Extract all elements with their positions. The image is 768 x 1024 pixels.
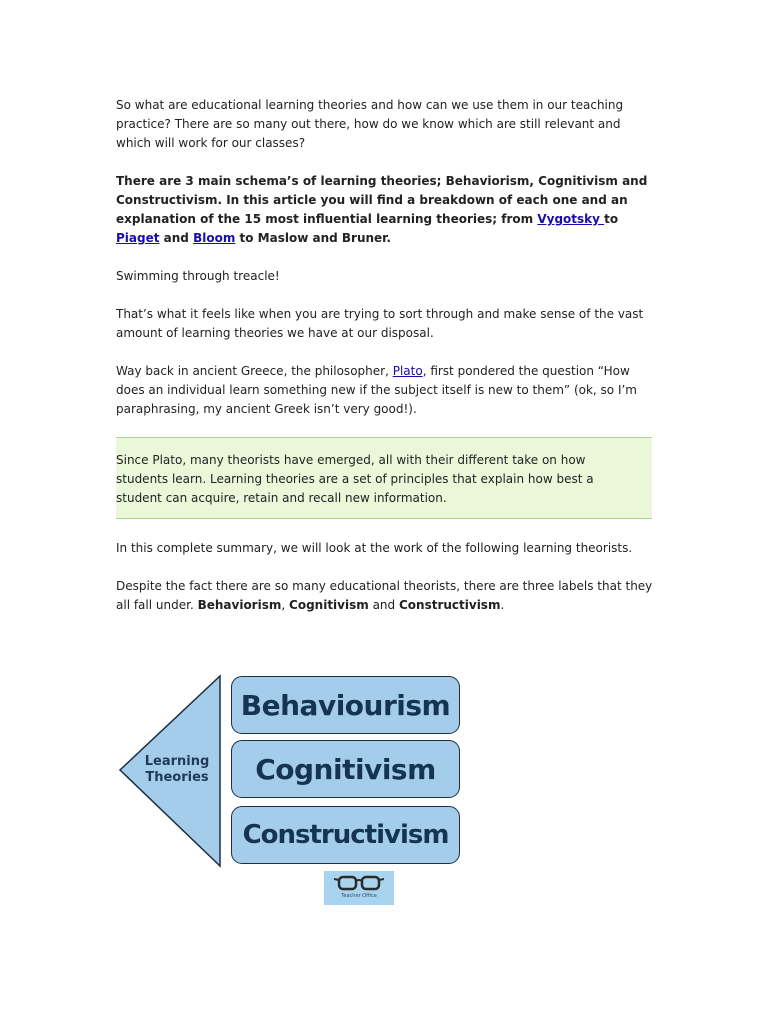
labels-end: . [500, 598, 505, 612]
triangle-label-line-2: Theories [145, 770, 209, 785]
bloom-link[interactable]: Bloom [193, 231, 236, 245]
feels-text: That’s what it feels like when you are trying to sort through and make sense of the vast amount of learning theories we have at our disposal. [116, 307, 644, 340]
constructivism-box: Constructivism [231, 806, 460, 864]
cognitivism-box: Cognitivism [231, 740, 460, 798]
labels-text-1: Despite the fact there are so many educational theorists, there are three labels that they all fall under. [116, 579, 653, 612]
teacher-logo [324, 871, 394, 905]
plato-paragraph [116, 362, 656, 419]
behaviourism-box: Behaviourism [231, 676, 460, 734]
summary-text-1: There are 3 main schema’s of learning theories; Behaviorism, Cognitivism and Constructivism. In this article you will find a breakdown of each one and an explanation of the 15 most influential learning theories; from [116, 174, 648, 226]
labels-sep-1: , [281, 598, 290, 612]
piaget-link[interactable]: Piaget [116, 231, 160, 245]
summary-text-4: to Maslow and Bruner. [235, 231, 391, 245]
summary-text-2: to [604, 212, 619, 226]
triangle-label-line-1: Learning [144, 754, 210, 769]
summary-paragraph [116, 172, 656, 248]
callout-box [116, 437, 652, 519]
complete-text: In this complete summary, we will look at the work of the following learning theorists. [116, 541, 633, 555]
plato-link[interactable]: Plato [392, 364, 423, 378]
logo-text: Teacher Office [341, 893, 377, 899]
callout-paragraph [116, 451, 636, 508]
glasses-icon [324, 871, 394, 905]
behaviorism-label: Behaviorism [197, 598, 282, 612]
cognitivism-label: Cognitivism [289, 598, 369, 612]
constructivism-label: Constructivism [398, 598, 501, 612]
swimming-text: Swimming through treacle! [116, 269, 280, 283]
plato-text-2: , first pondered the question “How does an individual learn something new if the subject itself is new to them” (ok, so I’m paraphrasing, my ancient Greek isn’t very good!). [116, 364, 637, 416]
labels-sep-2: and [368, 598, 399, 612]
learning-theories-diagram [118, 674, 464, 868]
plato-text-1: Way back in ancient Greece, the philosopher, [116, 364, 393, 378]
vygotsky-link[interactable]: Vygotsky [537, 212, 605, 226]
summary-text-3: and [159, 231, 194, 245]
complete-paragraph [116, 539, 656, 558]
intro-text: So what are educational learning theories and how can we use them in our teaching practice? There are so many out there, how do we know which are still relevant and which will work for our classes? [116, 98, 624, 150]
swimming-paragraph [116, 267, 656, 286]
callout-text: Since Plato, many theorists have emerged, all with their different take on how students learn. Learning theories are a set of principles that explain how best a student can acquire, retain and recall new information. [116, 453, 594, 505]
feels-paragraph [116, 305, 656, 343]
labels-paragraph [116, 577, 656, 615]
intro-paragraph [116, 96, 656, 153]
